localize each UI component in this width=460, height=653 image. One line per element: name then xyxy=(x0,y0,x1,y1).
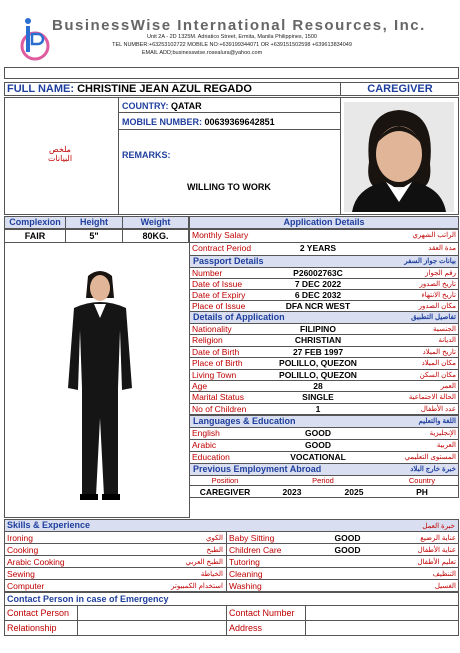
employment-position: CAREGIVER xyxy=(199,487,251,498)
section-title-languages: Languages & Education xyxy=(193,416,296,427)
row-value-languages: GOOD xyxy=(305,428,331,439)
employment-period-to: 2025 xyxy=(344,487,364,498)
skill-arabic-right: عناية الأطفال xyxy=(417,547,456,554)
row-arabic-passport: مكان الصدور xyxy=(418,303,456,310)
row-arabic-passport: رقم الجواز xyxy=(425,270,456,277)
section-arabic-title-details: تفاصيل التطبيق xyxy=(411,314,456,321)
weight-header: Weight xyxy=(122,216,189,229)
skill-value-right: GOOD xyxy=(334,545,361,555)
row-label-details: Date of Birth xyxy=(192,346,240,357)
relationship-value xyxy=(77,620,227,636)
complexion-value: FAIR xyxy=(4,229,66,243)
row-value-details: CHRISTIAN xyxy=(294,335,342,346)
row-value-passport: 7 DEC 2022 xyxy=(294,279,342,289)
row-arabic-details: تاريخ الميلاد xyxy=(422,348,456,356)
row-label-details: No of Children xyxy=(192,403,247,414)
company-address: Unit 2A - 2D 1325M. Adriatico Street, Ermita, Manila Philippines, 1500 xyxy=(147,34,317,40)
company-name: BusinessWise International Resources, Inc. xyxy=(52,17,426,34)
row-label-passport: Date of Expiry xyxy=(192,290,246,300)
company-logo xyxy=(20,16,50,64)
row-label-details: Religion xyxy=(192,335,223,346)
row-value-passport: DFA NCR WEST xyxy=(285,301,351,311)
row-arabic-details: عدد الأطفال xyxy=(420,405,456,413)
skill-label-right: Cleaning xyxy=(229,569,263,579)
employment-period-header: Period xyxy=(312,476,334,486)
country-value: QATAR xyxy=(171,101,202,111)
contact-number-value xyxy=(305,605,459,621)
skills-title: Skills & Experience xyxy=(7,520,91,530)
headshot-photo xyxy=(344,102,454,212)
employment-country-header: Country xyxy=(408,476,436,486)
skill-value-right: GOOD xyxy=(334,533,361,543)
skill-label-right: Baby Sitting xyxy=(229,533,275,543)
remarks-label: REMARKS: xyxy=(122,150,171,160)
mobile-value: 00639369642851 xyxy=(204,117,275,127)
full-body-photo xyxy=(60,268,140,504)
mobile-label: MOBILE NUMBER: xyxy=(122,117,202,127)
section-arabic-title-passport: بيانات جواز السفر xyxy=(404,258,456,265)
row-arabic-details: الديانة xyxy=(438,337,456,345)
row-arabic-application: مدة العقد xyxy=(428,245,456,252)
row-label-languages: Education xyxy=(192,452,230,463)
skill-arabic-right: الغسيل xyxy=(434,583,456,590)
emergency-title: Contact Person in case of Emergency xyxy=(7,594,169,604)
photo-divider xyxy=(340,97,341,215)
section-title-employment: Previous Employment Abroad xyxy=(193,464,322,475)
row-value-languages: VOCATIONAL xyxy=(290,452,346,463)
skill-arabic-right: التنظيف xyxy=(432,571,456,578)
row-arabic-details: الحالة الاجتماعية xyxy=(408,394,456,402)
row-label-application: Contract Period xyxy=(192,243,252,253)
row-value-details: FILIPINO xyxy=(300,324,336,334)
row-value-details: POLILLO, QUEZON xyxy=(279,358,357,369)
row-label-languages: Arabic xyxy=(192,440,217,451)
row-arabic-details: مكان السكن xyxy=(419,371,456,379)
skill-arabic-left: الكوي xyxy=(205,535,223,542)
skill-arabic-left: الطبخ xyxy=(206,547,223,554)
row-label-details: Nationality xyxy=(192,324,232,334)
row-label-details: Age xyxy=(192,381,208,391)
country-divider xyxy=(118,112,340,113)
relationship-label: Relationship xyxy=(4,620,78,636)
skill-label-right: Children Care xyxy=(229,545,282,555)
row-arabic-details: مكان الميلاد xyxy=(421,360,456,368)
row-arabic-languages: العربية xyxy=(436,442,456,450)
skill-label-left: Arabic Cooking xyxy=(7,557,65,567)
row-label-passport: Date of Issue xyxy=(192,279,243,289)
full-name-label: FULL NAME: xyxy=(7,83,75,95)
skill-arabic-left: الخياطة xyxy=(200,571,223,578)
summary-arabic-title: ملخص البيانات xyxy=(47,145,73,163)
contact-person-label: Contact Person xyxy=(4,605,78,621)
row-value-application: 2 YEARS xyxy=(299,243,337,253)
country-line xyxy=(122,101,202,111)
company-email: EMAIL ADD;businesswise.rosealura@yahoo.com xyxy=(141,50,263,56)
row-value-languages: GOOD xyxy=(305,440,331,451)
company-phones: TEL NUMBER:+63253102722 MOBILE NO:+639199344071 OR +639151502598 +639613834049 xyxy=(112,42,352,48)
row-arabic-languages: المستوى التعليمي xyxy=(404,454,456,462)
employment-period-from: 2023 xyxy=(282,487,302,498)
row-arabic-passport: تاريخ الانتهاء xyxy=(421,292,456,299)
row-arabic-details: العمر xyxy=(440,383,456,390)
skill-arabic-right: تعليم الأطفال xyxy=(417,559,456,566)
height-value: 5" xyxy=(65,229,123,243)
row-value-details: SINGLE xyxy=(302,392,334,403)
emergency-header xyxy=(4,592,459,606)
row-value-passport: P26002763C xyxy=(293,268,343,278)
employment-country: PH xyxy=(416,487,428,498)
row-label-application: Monthly Salary xyxy=(192,230,249,240)
row-arabic-application: الراتب الشهري xyxy=(412,232,456,239)
row-label-details: Living Town xyxy=(192,369,237,380)
section-title-details: Details of Application xyxy=(193,312,285,322)
section-arabic-title-languages: اللغة والتعليم xyxy=(418,418,456,426)
skill-label-left: Computer xyxy=(7,581,45,591)
row-value-details: 1 xyxy=(315,403,321,414)
position-applied: CAREGIVER xyxy=(340,83,459,95)
mobile-divider xyxy=(118,129,340,130)
row-value-details: 27 FEB 1997 xyxy=(292,346,344,357)
skill-label-right: Washing xyxy=(229,581,262,591)
full-name: CHRISTINE JEAN AZUL REGADO xyxy=(77,83,252,95)
row-arabic-languages: الإنجليزية xyxy=(429,430,456,438)
skill-label-left: Sewing xyxy=(7,569,35,579)
section-arabic-title-employment: خبرة خارج البلاد xyxy=(410,466,456,474)
application-details-header: Application Details xyxy=(189,216,459,229)
contact-number-label: Contact Number xyxy=(226,605,306,621)
row-label-details: Place of Birth xyxy=(192,358,243,369)
row-value-passport: 6 DEC 2032 xyxy=(294,290,342,300)
mobile-line xyxy=(122,117,275,127)
skill-arabic-left: الطبخ العربي xyxy=(185,559,223,566)
contact-person-value xyxy=(77,605,227,621)
summary-divider xyxy=(118,97,119,215)
row-value-details: 28 xyxy=(313,381,323,391)
row-value-details: POLILLO, QUEZON xyxy=(279,369,357,380)
weight-value: 80KG. xyxy=(122,229,189,243)
skill-label-right: Tutoring xyxy=(229,557,260,567)
country-label: COUNTRY: xyxy=(122,101,169,111)
height-header: Height xyxy=(65,216,123,229)
row-label-details: Marital Status xyxy=(192,392,244,403)
skill-col-divider xyxy=(226,579,227,592)
skill-label-left: Ironing xyxy=(7,533,33,543)
skills-arabic-title: خبرة العمل xyxy=(422,523,455,530)
address-value xyxy=(305,620,459,636)
row-arabic-passport: تاريخ الصدور xyxy=(419,281,456,288)
skill-arabic-right: عناية الرضيع xyxy=(420,535,456,542)
row-label-languages: English xyxy=(192,428,220,439)
skill-label-left: Cooking xyxy=(7,545,39,555)
spacer-row xyxy=(4,67,459,79)
address-label: Address xyxy=(226,620,306,636)
row-label-passport: Number xyxy=(192,268,223,278)
complexion-header: Complexion xyxy=(4,216,66,229)
row-label-passport: Place of Issue xyxy=(192,301,246,311)
skill-arabic-left: استخدام الكمبيوتر xyxy=(171,583,223,590)
section-title-passport: Passport Details xyxy=(193,256,264,266)
employment-position-header: Position xyxy=(211,476,239,486)
row-arabic-details: الجنسية xyxy=(433,326,456,333)
remarks-value: WILLING TO WORK xyxy=(187,182,271,192)
